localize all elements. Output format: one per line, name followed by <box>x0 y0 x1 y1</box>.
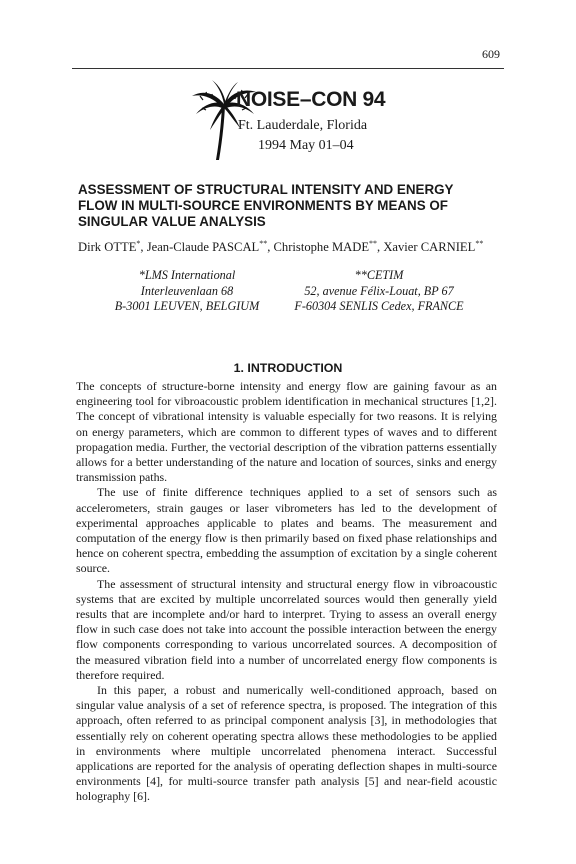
conference-name: NOISE–CON 94 <box>236 88 386 111</box>
header-rule <box>72 68 504 69</box>
author-name: Christophe MADE <box>273 240 370 255</box>
affiliation-line: Interleuvenlaan 68 <box>140 283 234 298</box>
affiliation-line: B-3001 LEUVEN, BELGIUM <box>114 299 260 313</box>
author-name: Jean-Claude PASCAL <box>146 240 260 255</box>
paragraph: The use of finite difference techniques applied to a set of sensors such as accelerometers, strain gauges or laser vibrometers has led to the development of experimental approaches applicable to plates and beams. The measurement and computation of the energy flow is then primarily based on fixed phase relationships and hence on coherent spectra, embedding the assumption of excitation by a single coherent source. <box>76 485 497 576</box>
body-text <box>76 379 497 805</box>
affiliation-cetim <box>284 268 474 315</box>
page-number: 609 <box>482 47 500 61</box>
paragraph: In this paper, a robust and numerically well-conditioned approach, based on singular value analysis of a set of reference spectra, is proposed. The integration of this approach, often referred to as principal component analysis [3], in methodologies that essentially rely on coherent operating spectra allows these methodologies to be applied in environments where multiple uncorrelated phenomena interact. Successful applications are reported for the analysis of operating deflection shapes in multi-source environments [4], for multi-source transfer path analysis [5] and near-field acoustic holography [6]. <box>76 683 497 804</box>
conference-banner <box>170 80 430 170</box>
paragraph: The assessment of structural intensity and structural energy flow in vibroacoustic systems that are excited by multiple uncorrelated sources would then generally yield results that are incomplete and/or hard to interpret. Trying to assess an overall energy flow in such case does not take into account the possible interaction between the energy flow components corresponding to various uncorrelated sources. A decomposition of the measured vibration field into a number of uncorrelated energy flow components is therefore required. <box>76 576 497 682</box>
section-heading: 1. INTRODUCTION <box>233 361 343 375</box>
author-mark: ** <box>475 239 484 248</box>
affiliation-line: *LMS International <box>138 268 236 282</box>
author-mark: ** <box>259 239 268 248</box>
paragraph: The concepts of structure-borne intensity and energy flow are gaining favour as an engineering tool for vibroacoustic problem identification in mechanical structures [1,2]. The concept of vibrational intensity is valuable especially for two reasons. It is relying on energy parameters, which are common to different types of waves and to different propagation media. Further, the vectorial description of the vibration patterns essentially allows for a better understanding of the nature and location of sources, sinks and energy transmission paths. <box>76 379 497 485</box>
title-line: ASSESSMENT OF STRUCTURAL INTENSITY AND ENERGY <box>78 182 454 197</box>
author-mark: * <box>136 239 141 248</box>
author-list: Dirk OTTE*, Jean-Claude PASCAL**, Christophe MADE**, Xavier CARNIEL** <box>78 239 484 255</box>
conference-location: Ft. Lauderdale, Florida <box>238 118 368 133</box>
affiliation-line: **CETIM <box>354 268 404 282</box>
affiliation-line: 52, avenue Félix-Louat, BP 67 <box>304 283 454 298</box>
paper-title <box>78 182 508 230</box>
affiliation-lms <box>92 268 282 315</box>
title-line: FLOW IN MULTI-SOURCE ENVIRONMENTS BY MEANS OF <box>78 198 448 213</box>
affiliation-line: F-60304 SENLIS Cedex, FRANCE <box>294 299 464 313</box>
author-name: Dirk OTTE <box>78 240 137 255</box>
title-line: SINGULAR VALUE ANALYSIS <box>78 214 266 229</box>
conference-date: 1994 May 01–04 <box>258 138 354 153</box>
author-name: Xavier CARNIEL <box>383 240 476 255</box>
author-mark: ** <box>369 239 378 248</box>
